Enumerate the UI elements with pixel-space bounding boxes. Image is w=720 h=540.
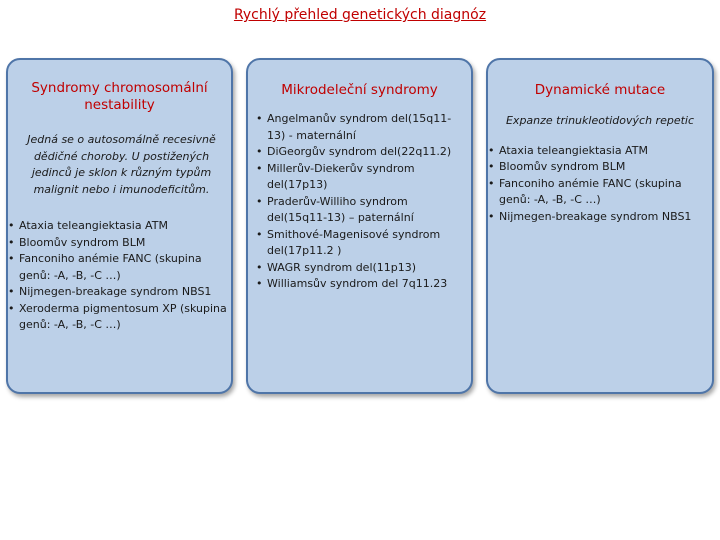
list-item: • Millerův-Diekerův syndrom del(17p13): [256, 161, 467, 194]
list-item: • Angelmanův syndrom del(15q11-13) - maternální: [256, 111, 467, 144]
list-item: • Smithové-Magenisové syndrom del(17p11.2 ): [256, 227, 467, 260]
list-item: • Ataxia teleangiektasia ATM: [488, 143, 710, 160]
list-item: • Ataxia teleangiektasia ATM: [8, 218, 227, 235]
panel-heading: Mikrodeleční syndromy: [281, 82, 438, 98]
panel-intro: Expanze trinukleotidových repetic: [505, 114, 695, 127]
list-item: • Xeroderma pigmentosum XP (skupina genů: -A, -B, -C …): [8, 301, 227, 334]
panel-heading: Dynamické mutace: [534, 82, 666, 98]
list-item: • DiGeorgův syndrom del(22q11.2): [256, 144, 467, 161]
list-item: • Bloomův syndrom BLM: [488, 159, 710, 176]
list-item: • Praderův-Williho syndrom del(15q11-13) – paternální: [256, 194, 467, 227]
item-list: [256, 111, 467, 293]
item-list: [8, 218, 227, 334]
panel-intro: Jedná se o autosomálně recesivně dědičné choroby. U postižených jedinců je sklon k různým typům malignit nebo i imunodeficitům.: [27, 133, 216, 196]
list-item: • Nijmegen-breakage syndrom NBS1: [488, 209, 710, 226]
panel-heading: Syndromy chromosomální nestability: [31, 80, 208, 113]
panel-microdeletion-syndromes: [246, 58, 473, 394]
list-item: • Bloomův syndrom BLM: [8, 235, 227, 252]
item-list: [488, 143, 710, 226]
page-title: Rychlý přehled genetických diagnóz: [233, 7, 487, 23]
panel-chromosomal-instability: [6, 58, 233, 394]
list-item: • WAGR syndrom del(11p13): [256, 260, 467, 277]
list-item: • Fanconiho anémie FANC (skupina genů: -A, -B, -C …): [488, 176, 710, 209]
panel-dynamic-mutations: [486, 58, 714, 394]
list-item: • Nijmegen-breakage syndrom NBS1: [8, 284, 227, 301]
list-item: • Williamsův syndrom del 7q11.23: [256, 276, 467, 293]
list-item: • Fanconiho anémie FANC (skupina genů: -A, -B, -C …): [8, 251, 227, 284]
